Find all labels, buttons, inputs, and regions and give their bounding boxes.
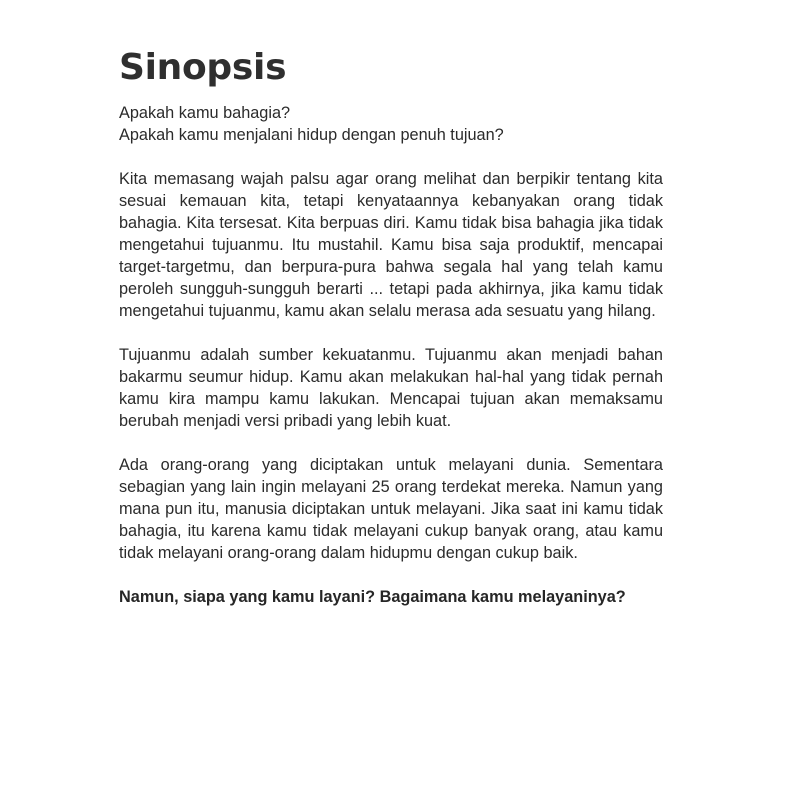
body-paragraph: Kita memasang wajah palsu agar orang melihat dan berpikir tentang kita sesuai kemauan kita, tetapi kenyataannya kebanyakan orang tidak bahagia. Kita tersesat. Kita berpuas diri. Kamu tidak bisa bahagia jika tidak mengetahui tujuanmu. Itu mustahil. Kamu bisa saja produktif, mencapai target-targetmu, dan berpura-pura bahwa segala hal yang telah kamu peroleh sungguh-sungguh berarti ... tetapi pada akhirnya, jika kamu tidak mengetahui tujuanmu, kamu akan selalu merasa ada sesuatu yang hilang. [119, 170, 663, 320]
synopsis-page [119, 44, 663, 608]
intro-question: Apakah kamu menjalani hidup dengan penuh tujuan? [119, 126, 504, 144]
intro-questions [119, 102, 663, 146]
synopsis-body [119, 102, 663, 608]
body-paragraph: Tujuanmu adalah sumber kekuatanmu. Tujuanmu akan menjadi bahan bakarmu seumur hidup. Kamu akan melakukan hal-hal yang tidak pernah kamu kira mampu kamu lakukan. Mencapai tujuan akan memaksamu berubah menjadi versi pribadi yang lebih kuat. [119, 346, 663, 430]
body-paragraph: Ada orang-orang yang diciptakan untuk melayani dunia. Sementara sebagian yang lain ingin melayani 25 orang terdekat mereka. Namun yang mana pun itu, manusia diciptakan untuk melayani. Jika saat ini kamu tidak bahagia, itu karena kamu tidak melayani cukup banyak orang, atau kamu tidak melayani orang-orang dalam hidupmu dengan cukup baik. [119, 456, 663, 562]
closing-question: Namun, siapa yang kamu layani? Bagaimana kamu melayaninya? [119, 588, 626, 606]
page-title: Sinopsis [119, 47, 287, 88]
intro-question: Apakah kamu bahagia? [119, 104, 291, 122]
